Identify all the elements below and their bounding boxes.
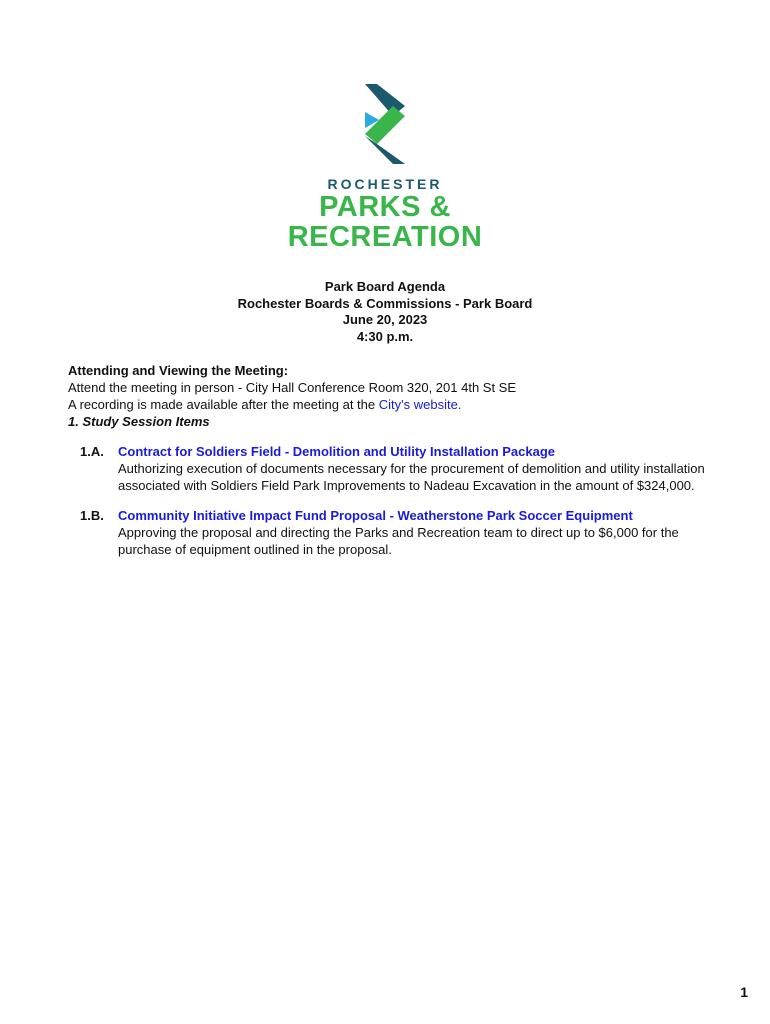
agenda-heading — [0, 279, 770, 345]
attending-line-2 — [68, 396, 708, 413]
section-title: 1. Study Session Items — [68, 414, 210, 429]
agenda-body — [68, 362, 708, 558]
item-description: Approving the proposal and directing the Parks and Recreation team to direct up to $6,000 for the purchase of equipment outlined in the proposal. — [118, 525, 679, 557]
attending-label: Attending and Viewing the Meeting: — [68, 363, 289, 378]
agenda-subtitle: Rochester Boards & Commissions - Park Board — [237, 295, 533, 311]
item-description: Authorizing execution of documents necessary for the procurement of demolition and utility installation associated with Soldiers Field Park Improvements to Nadeau Excavation in the amount of $324,000. — [118, 461, 705, 493]
agenda-item — [68, 507, 708, 558]
agenda-title: Park Board Agenda — [324, 279, 446, 294]
page-number: 1 — [740, 984, 748, 1000]
item-number: 1.A. — [80, 444, 104, 459]
logo-text-recreation: RECREATION — [287, 221, 483, 253]
agenda-date: June 20, 2023 — [342, 312, 428, 327]
logo-chevron-icon — [363, 82, 407, 166]
agenda-item — [68, 443, 708, 494]
item-number: 1.B. — [80, 508, 104, 523]
logo-text-parks: PARKS & — [319, 191, 451, 223]
rochester-parks-logo — [0, 82, 770, 252]
city-website-link[interactable]: City's website. — [378, 397, 462, 412]
attending-line-2-text: A recording is made available after the meeting at the — [68, 397, 379, 412]
item-title-link[interactable]: Community Initiative Impact Fund Proposal - Weatherstone Park Soccer Equipment — [118, 508, 633, 523]
logo-text-rochester: ROCHESTER — [327, 176, 443, 192]
item-title-link[interactable]: Contract for Soldiers Field - Demolition and Utility Installation Package — [118, 444, 556, 459]
attending-line-1: Attend the meeting in person - City Hall Conference Room 320, 201 4th St SE — [68, 380, 517, 395]
agenda-time: 4:30 p.m. — [356, 328, 414, 344]
